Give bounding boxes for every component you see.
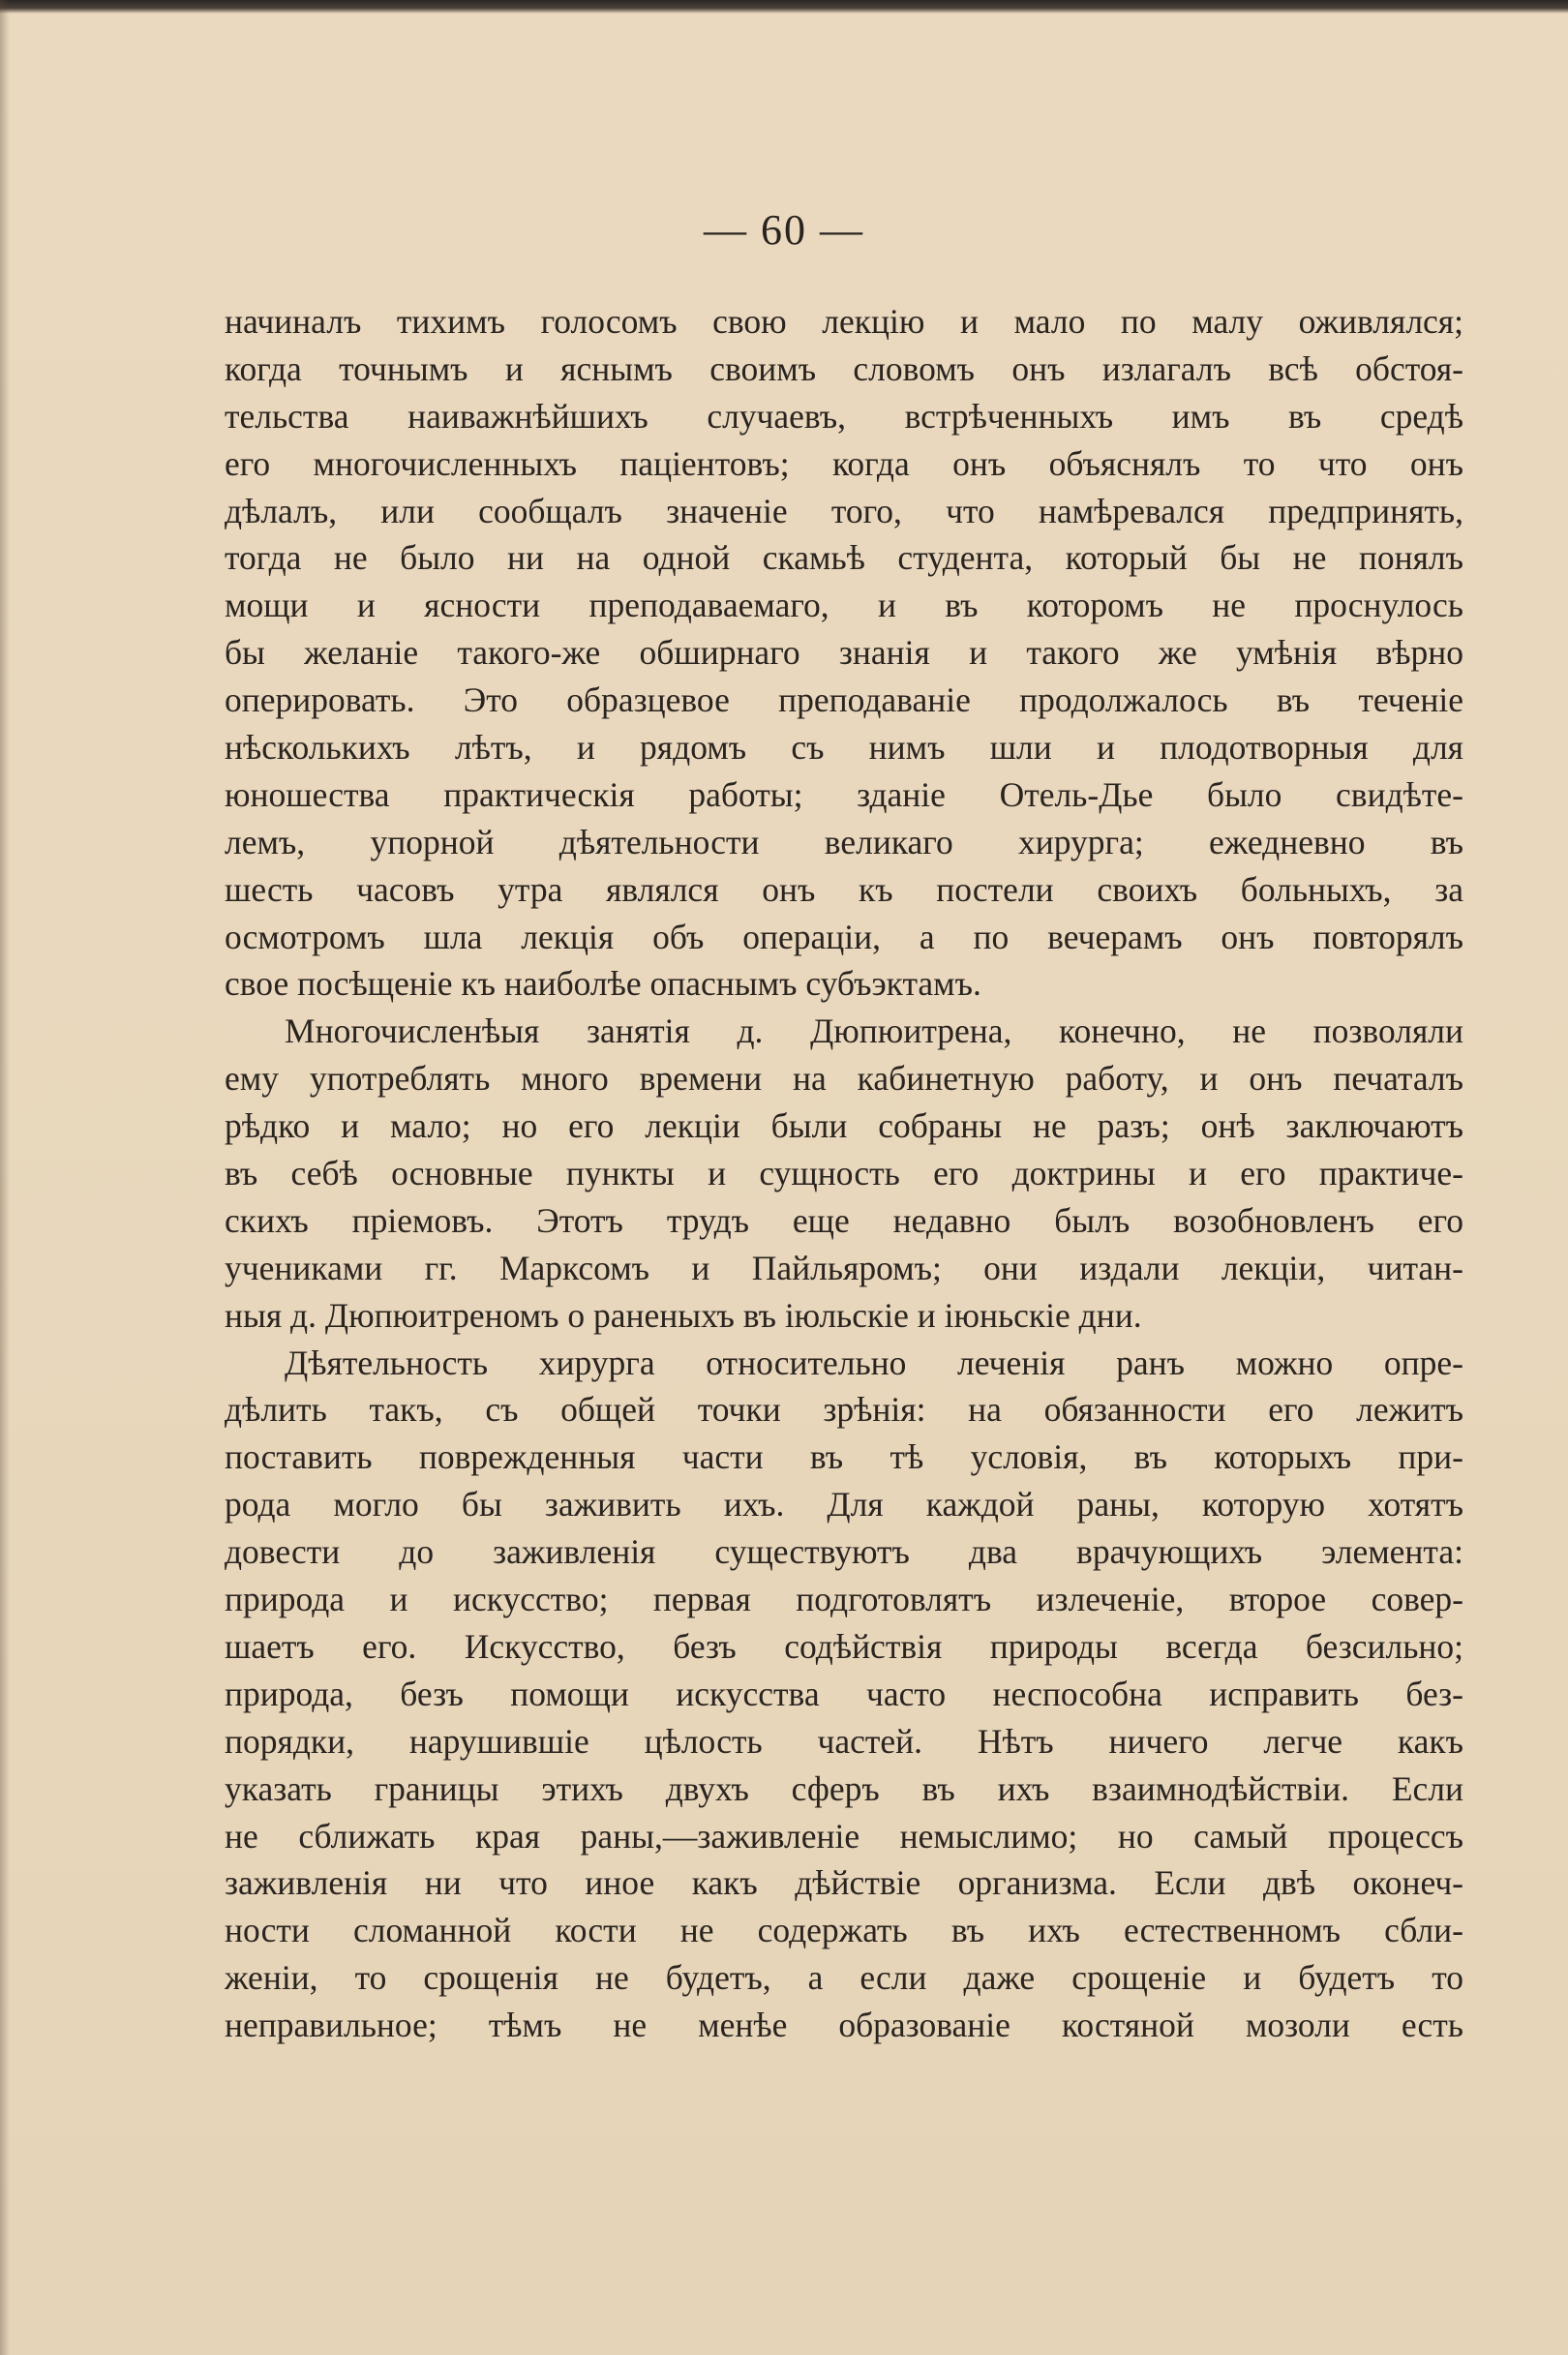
text-line: бы желаніе такого-же обширнаго знанія и такого же умѣнія вѣрно <box>225 633 1463 673</box>
text-line: ности сломанной кости не содержать въ ихъ естественномъ сбли- <box>225 1911 1463 1950</box>
text-line: поставить поврежденныя части въ тѣ условія, въ которыхъ при- <box>225 1437 1463 1477</box>
text-line: тельства наиважнѣйшихъ случаевъ, встрѣченныхъ имъ въ средѣ <box>225 396 1463 436</box>
text-line: Многочисленѣыя занятія д. Дюпюитрена, конечно, не позволяли <box>285 1011 1463 1051</box>
text-line: рѣдко и мало; но его лекціи были собраны не разъ; онѣ заключаютъ <box>225 1106 1463 1146</box>
text-line: довести до заживленія существуютъ два врачующихъ элемента: <box>225 1532 1463 1572</box>
text-line: тогда не было ни на одной скамьѣ студента, который бы не понялъ <box>225 538 1463 578</box>
paragraph-1 <box>225 298 1463 1008</box>
text-line: Дѣятельность хирурга относительно леченія ранъ можно опре- <box>285 1343 1463 1382</box>
paragraph-2 <box>225 1008 1463 1339</box>
page-number: — 60 — <box>704 206 864 254</box>
text-line: ему употреблять много времени на кабинетную работу, и онъ печаталъ <box>225 1059 1463 1099</box>
text-line: когда точнымъ и яснымъ своимъ словомъ онъ излагалъ всѣ обстоя- <box>225 348 1463 388</box>
body-text <box>225 298 1463 2049</box>
text-line: его многочисленныхъ паціентовъ; когда онъ объяснялъ то что онъ <box>225 443 1463 483</box>
text-line: дѣлить такъ, съ общей точки зрѣнія: на обязанности его лежитъ <box>225 1390 1463 1430</box>
text-line: рода могло бы заживить ихъ. Для каждой раны, которую хотятъ <box>225 1485 1463 1525</box>
paragraph-3 <box>225 1340 1463 2049</box>
text-line: ныя д. Дюпюитреномъ о раненыхъ въ іюльскіе и іюньскіе дни. <box>225 1295 1142 1335</box>
text-line: заживленія ни что иное какъ дѣйствіе организма. Если двѣ оконеч- <box>225 1863 1463 1903</box>
page-left-shadow <box>0 0 10 2355</box>
text-line: природа и искусство; первая подготовлятъ излеченіе, второе совер- <box>225 1580 1463 1619</box>
text-line: оперировать. Это образцевое преподаваніе продолжалось въ теченіе <box>225 680 1463 720</box>
text-line: порядки, нарушившіе цѣлость частей. Нѣтъ ничего легче какъ <box>225 1721 1463 1761</box>
text-line: дѣлалъ, или сообщалъ значеніе того, что намѣревался предпринять, <box>225 491 1463 530</box>
text-line: учениками гг. Марксомъ и Пайльяромъ; они издали лекціи, читан- <box>225 1248 1463 1287</box>
text-line: нѣсколькихъ лѣтъ, и рядомъ съ нимъ шли и плодотворныя для <box>225 728 1463 768</box>
text-line: неправильное; тѣмъ не менѣе образованіе костяной мозоли есть <box>225 2006 1463 2045</box>
text-line: шесть часовъ утра являлся онъ къ постели своихъ больныхъ, за <box>225 869 1463 909</box>
text-line: лемъ, упорной дѣятельности великаго хирурга; ежедневно въ <box>225 822 1463 861</box>
text-line: женіи, то срощенія не будетъ, а если даже срощеніе и будетъ то <box>225 1958 1463 1998</box>
text-line: скихъ пріемовъ. Этотъ трудъ еще недавно былъ возобновленъ его <box>225 1200 1463 1240</box>
text-line: шаетъ его. Искусство, безъ содѣйствія природы всегда безсильно; <box>225 1626 1463 1666</box>
text-line: свое посѣщеніе къ наиболѣе опаснымъ субъэктамъ. <box>225 964 981 1004</box>
text-line: природа, безъ помощи искусства часто неспособна исправить без- <box>225 1674 1463 1713</box>
text-line: начиналъ тихимъ голосомъ свою лекцію и мало по малу оживлялся; <box>225 302 1463 341</box>
page-top-shadow <box>0 0 1568 14</box>
text-line: указать границы этихъ двухъ сферъ въ ихъ взаимнодѣйствіи. Если <box>225 1768 1463 1808</box>
text-line: мощи и ясности преподаваемаго, и въ которомъ не проснулось <box>225 586 1463 625</box>
text-line: въ себѣ основные пункты и сущность его доктрины и его практиче- <box>225 1154 1463 1193</box>
text-line: юношества практическія работы; зданіе Отель-Дье было свидѣте- <box>225 774 1463 814</box>
text-line: не сближать края раны,—заживленіе немыслимо; но самый процессъ <box>225 1816 1463 1856</box>
text-line: осмотромъ шла лекція объ операціи, а по вечерамъ онъ повторялъ <box>225 917 1463 956</box>
